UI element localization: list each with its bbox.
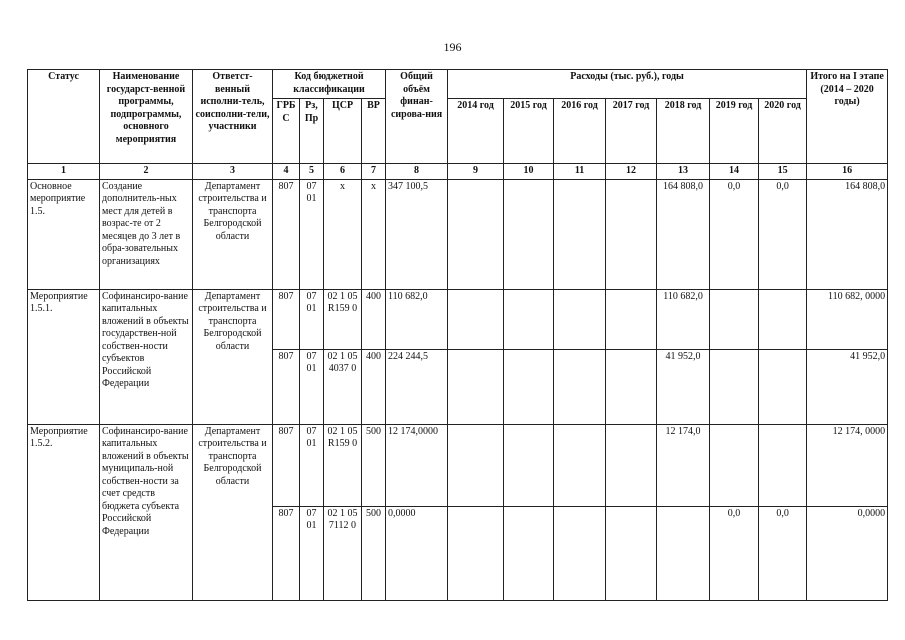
header-expenses: Расходы (тыс. руб.), годы — [448, 70, 807, 99]
status-cell: Мероприятие 1.5.2. — [28, 424, 100, 600]
year-2018-cell: 164 808,0 — [657, 179, 710, 289]
year-cell — [448, 179, 504, 289]
header-year: 2017 год — [606, 99, 657, 164]
column-number: 10 — [504, 164, 554, 180]
column-number: 8 — [386, 164, 448, 180]
page-number: 196 — [443, 40, 462, 54]
year-2018-cell: 110 682,0 — [657, 289, 710, 349]
year-cell — [448, 424, 504, 506]
year-cell — [448, 289, 504, 349]
grbs-cell: 807 — [273, 179, 300, 289]
table-row — [28, 179, 888, 289]
status-cell: Основное мероприятие 1.5. — [28, 179, 100, 289]
year-cell — [710, 349, 759, 424]
rzpr-cell: 07 01 — [300, 179, 324, 289]
status-cell: Мероприятие 1.5.1. — [28, 289, 100, 424]
header-year: 2016 год — [554, 99, 606, 164]
year-cell — [554, 179, 606, 289]
column-number: 5 — [300, 164, 324, 180]
header-csr: ЦСР — [324, 99, 362, 164]
grbs-cell: 807 — [273, 349, 300, 424]
year-cell — [504, 289, 554, 349]
header-rzpr: Рз, Пр — [300, 99, 324, 164]
year-2019-cell: 0,0 — [710, 506, 759, 600]
csr-cell: 02 1 05 R159 0 — [324, 424, 362, 506]
year-cell — [606, 349, 657, 424]
year-cell — [710, 289, 759, 349]
year-2018-cell: 41 952,0 — [657, 349, 710, 424]
name-cell: Софинансиро-вание капитальных вложений в объекты государствен-ной собствен-ности субъектов Российской Федерации — [100, 289, 193, 424]
header-row-1 — [28, 70, 888, 99]
year-cell — [448, 349, 504, 424]
year-cell — [504, 179, 554, 289]
expenditure-table — [27, 69, 888, 601]
year-cell — [606, 179, 657, 289]
year-cell — [554, 289, 606, 349]
name-cell: Софинансиро-вание капитальных вложений в объекты муниципаль-ной собствен-ности за счет средств бюджета субъекта Российской Федерации — [100, 424, 193, 600]
column-number: 2 — [100, 164, 193, 180]
year-cell — [504, 424, 554, 506]
header-name: Наименование государст-венной программы, подпрограммы, основного мероприятия — [100, 70, 193, 164]
year-cell — [759, 424, 807, 506]
header-year: 2018 год — [657, 99, 710, 164]
total-cell: 224 244,5 — [386, 349, 448, 424]
year-cell — [554, 424, 606, 506]
csr-cell: 02 1 05 R159 0 — [324, 289, 362, 349]
header-grbs: ГРБ С — [273, 99, 300, 164]
vr-cell: 500 — [362, 424, 386, 506]
year-2018-cell: 12 174,0 — [657, 424, 710, 506]
year-cell — [657, 506, 710, 600]
itogo-cell: 110 682, 0000 — [807, 289, 888, 349]
header-year: 2014 год — [448, 99, 504, 164]
header-vr: ВР — [362, 99, 386, 164]
vr-cell: 400 — [362, 349, 386, 424]
column-number: 13 — [657, 164, 710, 180]
rzpr-cell: 07 01 — [300, 349, 324, 424]
year-cell — [606, 506, 657, 600]
column-number: 11 — [554, 164, 606, 180]
itogo-cell: 164 808,0 — [807, 179, 888, 289]
csr-cell: х — [324, 179, 362, 289]
itogo-cell: 12 174, 0000 — [807, 424, 888, 506]
year-cell — [504, 506, 554, 600]
table-row — [28, 424, 888, 506]
year-cell — [504, 349, 554, 424]
responsible-cell: Департамент строительства и транспорта Белгородской области — [193, 424, 273, 600]
column-number: 6 — [324, 164, 362, 180]
year-2019-cell: 0,0 — [710, 179, 759, 289]
column-numbers-row — [28, 164, 888, 180]
csr-cell: 02 1 05 4037 0 — [324, 349, 362, 424]
vr-cell: х — [362, 179, 386, 289]
responsible-cell: Департамент строительства и транспорта Белгородской области — [193, 179, 273, 289]
year-cell — [554, 506, 606, 600]
total-cell: 12 174,0000 — [386, 424, 448, 506]
vr-cell: 400 — [362, 289, 386, 349]
column-number: 3 — [193, 164, 273, 180]
itogo-cell: 0,0000 — [807, 506, 888, 600]
year-cell — [759, 289, 807, 349]
column-number: 16 — [807, 164, 888, 180]
header-year: 2020 год — [759, 99, 807, 164]
header-responsible: Ответст-венный исполни-тель, соисполни-тели, участники — [193, 70, 273, 164]
header-total: Общий объём финан-сирова-ния — [386, 70, 448, 164]
column-number: 15 — [759, 164, 807, 180]
rzpr-cell: 07 01 — [300, 424, 324, 506]
total-cell: 347 100,5 — [386, 179, 448, 289]
rzpr-cell: 07 01 — [300, 289, 324, 349]
header-itogo: Итого на I этапе (2014 – 2020 годы) — [807, 70, 888, 164]
header-status: Статус — [28, 70, 100, 164]
header-year: 2019 год — [710, 99, 759, 164]
year-cell — [710, 424, 759, 506]
grbs-cell: 807 — [273, 289, 300, 349]
year-cell — [606, 424, 657, 506]
grbs-cell: 807 — [273, 424, 300, 506]
year-2020-cell: 0,0 — [759, 179, 807, 289]
column-number: 9 — [448, 164, 504, 180]
total-cell: 110 682,0 — [386, 289, 448, 349]
column-number: 7 — [362, 164, 386, 180]
total-cell: 0,0000 — [386, 506, 448, 600]
rzpr-cell: 07 01 — [300, 506, 324, 600]
year-2020-cell: 0,0 — [759, 506, 807, 600]
column-number: 1 — [28, 164, 100, 180]
year-cell — [759, 349, 807, 424]
grbs-cell: 807 — [273, 506, 300, 600]
year-cell — [554, 349, 606, 424]
header-year: 2015 год — [504, 99, 554, 164]
itogo-cell: 41 952,0 — [807, 349, 888, 424]
vr-cell: 500 — [362, 506, 386, 600]
year-cell — [448, 506, 504, 600]
year-cell — [606, 289, 657, 349]
column-number: 14 — [710, 164, 759, 180]
column-number: 4 — [273, 164, 300, 180]
header-budget-code: Код бюджетной классификации — [273, 70, 386, 99]
table-row — [28, 289, 888, 349]
column-number: 12 — [606, 164, 657, 180]
responsible-cell: Департамент строительства и транспорта Белгородской области — [193, 289, 273, 424]
name-cell: Создание дополнитель-ных мест для детей в возрас-те от 2 месяцев до 3 лет в обра-зовательных организациях — [100, 179, 193, 289]
csr-cell: 02 1 05 7112 0 — [324, 506, 362, 600]
